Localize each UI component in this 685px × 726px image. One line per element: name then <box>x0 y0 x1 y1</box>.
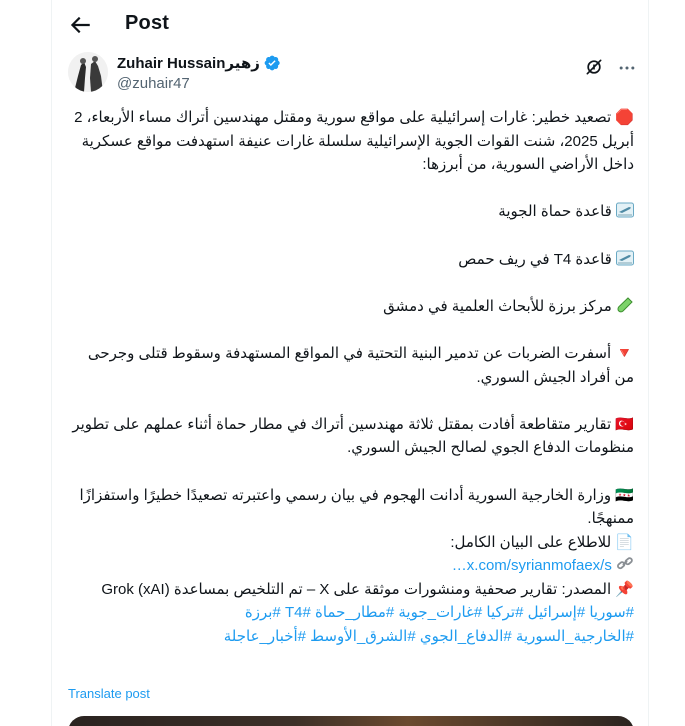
tweet-syria: 🇸🇾 وزارة الخارجية السورية أدانت الهجوم في بيان رسمي واعتبرته تصعيدًا خطيرًا واستفزازًا ممنهجًا. <box>79 486 634 528</box>
target-item <box>68 200 634 224</box>
post-header <box>52 0 648 50</box>
target-item <box>68 248 634 272</box>
author-avatar[interactable] <box>68 52 108 92</box>
tweet-intro: 🛑 تصعيد خطير: غارات إسرائيلية على مواقع سورية ومقتل مهندسين أتراك مساء الأربعاء، 2 أبريل 2025، شنت القوات الجوية الإسرائيلية سلسلة غارات عنيفة استهدفت مواقع عسكرية داخل الأراضي السورية، من أبرزها: <box>74 109 634 174</box>
hashtags-line[interactable]: #الخارجية_السورية #الدفاع_الجوي #الشرق_الأوسط #أخبار_عاجلة <box>223 628 634 646</box>
author-name[interactable] <box>117 54 281 72</box>
back-arrow-icon[interactable] <box>67 12 93 38</box>
target-label: قاعدة حماة الجوية <box>498 203 612 221</box>
more-dots-icon[interactable] <box>617 58 637 78</box>
airplane-departure-icon <box>616 250 634 266</box>
statement-link[interactable]: x.com/syrianmofaex/s… <box>451 557 612 575</box>
target-label: قاعدة T4 في ريف حمص <box>458 250 612 268</box>
tweet-turkey: 🇹🇷 تقارير متقاطعة أفادت بمقتل ثلاثة مهندسين أتراك في مطار حماة أثناء عملهم على تطوير منظومات الدفاع الجوي لصالح الجيش السوري. <box>72 415 634 457</box>
link-icon <box>616 556 634 572</box>
page-title: Post <box>125 12 170 34</box>
tweet-text <box>68 106 634 649</box>
tweet-full-statement: 📄 للاطلاع على البيان الكامل: <box>450 533 634 551</box>
avatar-image <box>68 52 108 92</box>
post-detail-view <box>51 0 649 726</box>
verified-badge-icon <box>263 54 281 72</box>
target-item <box>68 295 634 319</box>
target-label: مركز برزة للأبحاث العلمية في دمشق <box>383 297 612 315</box>
tweet-source: 📌 المصدر: تقارير صحفية ومنشورات موثقة على X – تم التلخيص بمساعدة Grok (xAI) <box>101 580 634 598</box>
media-preview[interactable] <box>68 716 634 726</box>
author-name-text: Zuhair Hussainزهير <box>117 55 260 72</box>
tweet-link-line <box>68 554 634 578</box>
tweet-result: 🔻 أسفرت الضربات عن تدمير البنية التحتية في المواقع المستهدفة وسقوط قتلى وجرحى من أفراد الجيش السوري. <box>87 344 634 386</box>
grok-icon[interactable] <box>584 57 604 77</box>
translate-post-button[interactable]: Translate post <box>68 686 150 701</box>
test-tube-icon <box>616 297 634 313</box>
airplane-departure-icon <box>616 202 634 218</box>
hashtags-line[interactable]: #سوريا #إسرائيل #تركيا #غارات_جوية #مطار_حماة #T4 #برزة <box>244 604 634 622</box>
author-handle[interactable]: @zuhair47 <box>117 75 190 92</box>
